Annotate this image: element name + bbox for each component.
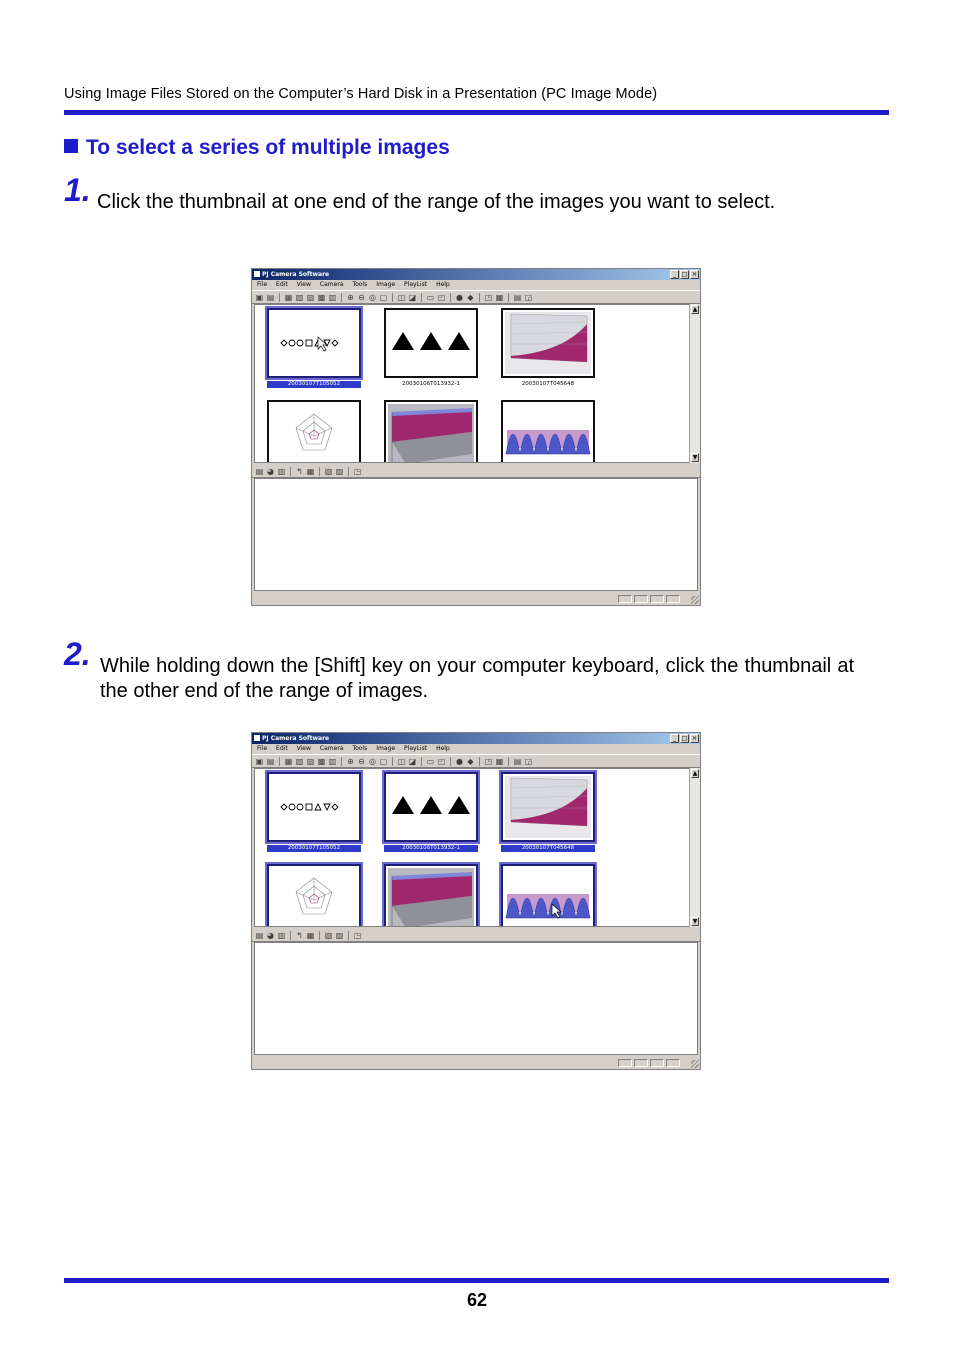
toolbar-button-icon[interactable]: ◰ — [437, 292, 446, 302]
thumbnail-image[interactable] — [501, 772, 595, 842]
main-toolbar — [252, 290, 700, 304]
toolbar-separator — [508, 293, 509, 302]
toolbar-separator — [319, 467, 320, 476]
thumbnail-art — [386, 866, 476, 927]
menu-bar — [252, 280, 700, 290]
thumbnail-art — [503, 402, 593, 463]
toolbar-button-icon[interactable]: ▤ — [255, 467, 264, 476]
toolbar-button-icon[interactable]: ⊖ — [358, 292, 365, 302]
thumbnail-image[interactable] — [384, 308, 478, 378]
menu-item[interactable]: Image — [376, 281, 396, 288]
toolbar-button-icon[interactable]: ▧ — [295, 756, 304, 766]
toolbar-button-icon[interactable]: ▣ — [255, 756, 264, 766]
thumbnail-image[interactable] — [384, 400, 478, 463]
toolbar-button-icon[interactable]: ◳ — [353, 467, 362, 476]
thumbnail-art — [269, 866, 359, 927]
maximize-icon[interactable]: □ — [681, 271, 688, 278]
step-2 — [64, 636, 854, 704]
thumbnail-image[interactable] — [267, 308, 361, 378]
window-title: PJ Camera Software — [262, 735, 330, 742]
status-bar — [252, 1055, 700, 1069]
thumbnail-image[interactable] — [384, 864, 478, 927]
scroll-up-icon[interactable]: ▲ — [692, 770, 698, 777]
toolbar-separator — [479, 757, 480, 766]
screenshot-window-2 — [251, 732, 701, 1070]
toolbar-separator — [421, 757, 422, 766]
thumbnail-art — [503, 774, 593, 840]
app-icon — [254, 271, 260, 277]
triangles-icon — [392, 796, 470, 814]
menu-item[interactable]: PlayList — [404, 745, 428, 752]
toolbar-button-icon[interactable]: ◳ — [353, 931, 362, 940]
menu-item[interactable]: Edit — [276, 745, 288, 752]
toolbar-separator — [348, 467, 349, 476]
toolbar-separator — [279, 757, 280, 766]
step-text: Click the thumbnail at one end of the range of the images you want to select. — [97, 191, 776, 213]
close-icon[interactable]: × — [691, 735, 698, 742]
section-heading-text: To select a series of multiple images — [86, 136, 450, 159]
menu-item[interactable]: Camera — [319, 745, 344, 752]
toolbar-button-icon[interactable]: ▤ — [513, 756, 522, 766]
thumbnail-image[interactable] — [384, 772, 478, 842]
toolbar-separator — [392, 293, 393, 302]
area-chart-icon — [511, 314, 587, 362]
toolbar-button-icon[interactable]: ◫ — [397, 292, 406, 302]
toolbar-separator — [290, 467, 291, 476]
menu-item[interactable]: Edit — [276, 281, 288, 288]
toolbar-button-icon[interactable]: ▭ — [426, 292, 435, 302]
resize-grip-icon[interactable] — [691, 1060, 699, 1068]
toolbar-button-icon[interactable]: ◎ — [369, 756, 376, 766]
toolbar-button-icon[interactable]: ▥ — [277, 467, 286, 476]
toolbar-button-icon[interactable]: ▦ — [284, 756, 293, 766]
toolbar-button-icon[interactable]: ◕ — [267, 931, 274, 940]
toolbar-button-icon[interactable]: ⊕ — [347, 292, 354, 302]
thumbnail-image[interactable] — [501, 308, 595, 378]
triangles-icon — [392, 332, 470, 350]
toolbar-button-icon[interactable]: ◳ — [484, 292, 493, 302]
toolbar-button-icon[interactable]: ◕ — [267, 467, 274, 476]
toolbar-separator — [450, 293, 451, 302]
thumbnail-image[interactable] — [267, 400, 361, 463]
toolbar-button-icon[interactable]: ⊕ — [347, 756, 354, 766]
menu-item[interactable]: Camera — [319, 281, 344, 288]
toolbar-separator — [319, 931, 320, 940]
thumbnail-caption: 20030106T013932-1 — [384, 845, 478, 852]
status-cell — [618, 1059, 632, 1067]
toolbar-button-icon[interactable]: ▩ — [317, 292, 326, 302]
toolbar-button-icon[interactable]: ▦ — [284, 292, 293, 302]
toolbar-button-icon[interactable]: ● — [456, 756, 463, 766]
scroll-up-icon[interactable]: ▲ — [692, 306, 698, 313]
toolbar-separator — [421, 293, 422, 302]
menu-item[interactable]: PlayList — [404, 281, 428, 288]
minimize-icon[interactable]: _ — [670, 270, 679, 279]
playlist-toolbar — [252, 930, 700, 942]
menu-item[interactable]: View — [296, 745, 311, 752]
thumbnail-caption: 20030107T045648 — [521, 381, 575, 387]
toolbar-button-icon[interactable]: ▦ — [306, 931, 315, 940]
toolbar-separator — [279, 293, 280, 302]
scroll-down-icon[interactable]: ▼ — [692, 454, 698, 461]
toolbar-button-icon[interactable]: ▦ — [495, 756, 504, 766]
minimize-icon[interactable]: _ — [670, 734, 679, 743]
square-bullet-icon — [64, 139, 78, 153]
toolbar-button-icon[interactable]: ▤ — [513, 292, 522, 302]
toolbar-button-icon[interactable]: ▦ — [495, 292, 504, 302]
menu-item[interactable]: Help — [436, 281, 450, 288]
page-number: 62 — [466, 1290, 488, 1310]
menu-bar — [252, 744, 700, 754]
status-cell — [650, 1059, 664, 1067]
toolbar-button-icon[interactable]: ▭ — [426, 756, 435, 766]
toolbar-separator — [508, 757, 509, 766]
thumbnail-art — [386, 774, 476, 840]
thumbnail-art — [386, 310, 476, 376]
toolbar-button-icon[interactable]: ▦ — [306, 467, 315, 476]
toolbar-separator — [290, 931, 291, 940]
thumbnail-image[interactable] — [501, 400, 595, 463]
status-cell — [650, 595, 664, 603]
toolbar-button-icon[interactable]: ◳ — [484, 756, 493, 766]
thumbnail-scrollbar[interactable] — [689, 304, 700, 463]
toolbar-separator — [479, 293, 480, 302]
toolbar-button-icon[interactable]: ▧ — [295, 292, 304, 302]
toolbar-button-icon[interactable]: ▨ — [306, 756, 315, 766]
toolbar-separator — [341, 293, 342, 302]
toolbar-button-icon[interactable]: ▢ — [379, 292, 388, 302]
title-bar[interactable] — [252, 269, 700, 280]
toolbar-button-icon[interactable]: ▥ — [328, 756, 337, 766]
thumbnail-art — [269, 774, 359, 840]
toolbar-button-icon[interactable]: ▨ — [306, 292, 315, 302]
toolbar-button-icon[interactable]: ▥ — [328, 292, 337, 302]
toolbar-button-icon[interactable]: ◪ — [408, 756, 417, 766]
playlist-pane[interactable] — [254, 942, 698, 1055]
scroll-down-icon[interactable]: ▼ — [692, 918, 698, 925]
toolbar-button-icon[interactable]: ⊖ — [358, 756, 365, 766]
close-icon[interactable]: × — [691, 271, 698, 278]
thumbnail-pane[interactable] — [254, 304, 690, 463]
toolbar-button-icon[interactable]: ◫ — [397, 756, 406, 766]
toolbar-button-icon[interactable]: ◆ — [467, 756, 474, 766]
3d-area-chart-icon — [392, 408, 472, 463]
menu-item[interactable]: Tools — [352, 745, 368, 752]
thumbnail-caption: 20030107T105052 — [267, 845, 361, 852]
toolbar-button-icon[interactable]: ▢ — [379, 756, 388, 766]
toolbar-separator — [392, 757, 393, 766]
footer-rule — [64, 1278, 889, 1283]
toolbar-separator — [450, 757, 451, 766]
step-text: While holding down the [Shift] key on your computer keyboard, click the thumbnail at the other end of the range of images. — [100, 655, 854, 702]
menu-item[interactable]: Tools — [352, 281, 368, 288]
thumbnail-image[interactable] — [267, 864, 361, 927]
step-number: 1. — [64, 172, 91, 208]
thumbnail-art — [386, 402, 476, 463]
toolbar-button-icon[interactable]: ◪ — [408, 292, 417, 302]
toolbar-button-icon[interactable]: ▩ — [317, 756, 326, 766]
3d-area-chart-icon — [392, 872, 472, 927]
main-toolbar — [252, 754, 700, 768]
status-cell — [634, 595, 648, 603]
thumbnail-image[interactable] — [501, 864, 595, 927]
toolbar-separator — [348, 931, 349, 940]
toolbar-button-icon[interactable]: ▣ — [255, 292, 264, 302]
toolbar-button-icon[interactable]: ▤ — [266, 756, 275, 766]
status-cell — [634, 1059, 648, 1067]
playlist-toolbar — [252, 466, 700, 478]
thumbnail-art — [503, 866, 593, 927]
toolbar-button-icon[interactable]: ◆ — [467, 292, 474, 302]
thumbnail-image[interactable] — [267, 772, 361, 842]
thumbnail-caption: 20030107T105052 — [267, 381, 361, 388]
status-cell — [666, 595, 680, 603]
menu-item[interactable]: View — [296, 281, 311, 288]
toolbar-button-icon[interactable]: ▧ — [324, 467, 333, 476]
area-chart-icon — [511, 778, 587, 826]
toolbar-button-icon[interactable]: ◰ — [437, 756, 446, 766]
toolbar-button-icon[interactable]: ▤ — [255, 931, 264, 940]
thumbnail-art — [269, 402, 359, 463]
thumbnail-caption: 20030107T045648 — [501, 845, 595, 852]
thumbnail-caption: 20030106T013932-1 — [402, 381, 460, 387]
section-heading — [64, 136, 450, 160]
toolbar-button-icon[interactable]: ▤ — [266, 292, 275, 302]
toolbar-button-icon[interactable]: ▥ — [277, 931, 286, 940]
toolbar-separator — [341, 757, 342, 766]
running-header: Using Image Files Stored on the Computer’s Hard Disk in a Presentation (PC Image Mode) — [64, 86, 658, 102]
status-cell — [618, 595, 632, 603]
toolbar-button-icon[interactable]: ▨ — [335, 467, 344, 476]
menu-item[interactable]: Image — [376, 745, 396, 752]
toolbar-button-icon[interactable]: ◎ — [369, 292, 376, 302]
title-bar[interactable] — [252, 733, 700, 744]
playlist-pane[interactable] — [254, 478, 698, 591]
menu-item[interactable]: File — [257, 745, 268, 752]
resize-grip-icon[interactable] — [691, 596, 699, 604]
menu-item[interactable]: File — [257, 281, 268, 288]
step-1 — [64, 172, 854, 215]
window-title: PJ Camera Software — [262, 271, 330, 278]
toolbar-button-icon[interactable]: ● — [456, 292, 463, 302]
thumbnail-art — [503, 310, 593, 376]
menu-item[interactable]: Help — [436, 745, 450, 752]
thumbnail-art — [269, 310, 359, 376]
toolbar-button-icon[interactable]: ◲ — [524, 292, 533, 302]
toolbar-button-icon[interactable]: ▧ — [324, 931, 333, 940]
toolbar-button-icon[interactable]: ◲ — [524, 756, 533, 766]
toolbar-button-icon[interactable]: ▨ — [335, 931, 344, 940]
step-number: 2. — [64, 636, 91, 672]
toolbar-button-icon[interactable]: ↰ — [296, 467, 303, 476]
header-rule — [64, 110, 889, 115]
toolbar-button-icon[interactable]: ↰ — [296, 931, 303, 940]
screenshot-window-1 — [251, 268, 701, 606]
thumbnail-pane[interactable] — [254, 768, 690, 927]
thumbnail-scrollbar[interactable] — [689, 768, 700, 927]
status-bar — [252, 591, 700, 605]
app-icon — [254, 735, 260, 741]
maximize-icon[interactable]: □ — [681, 735, 688, 742]
status-cell — [666, 1059, 680, 1067]
